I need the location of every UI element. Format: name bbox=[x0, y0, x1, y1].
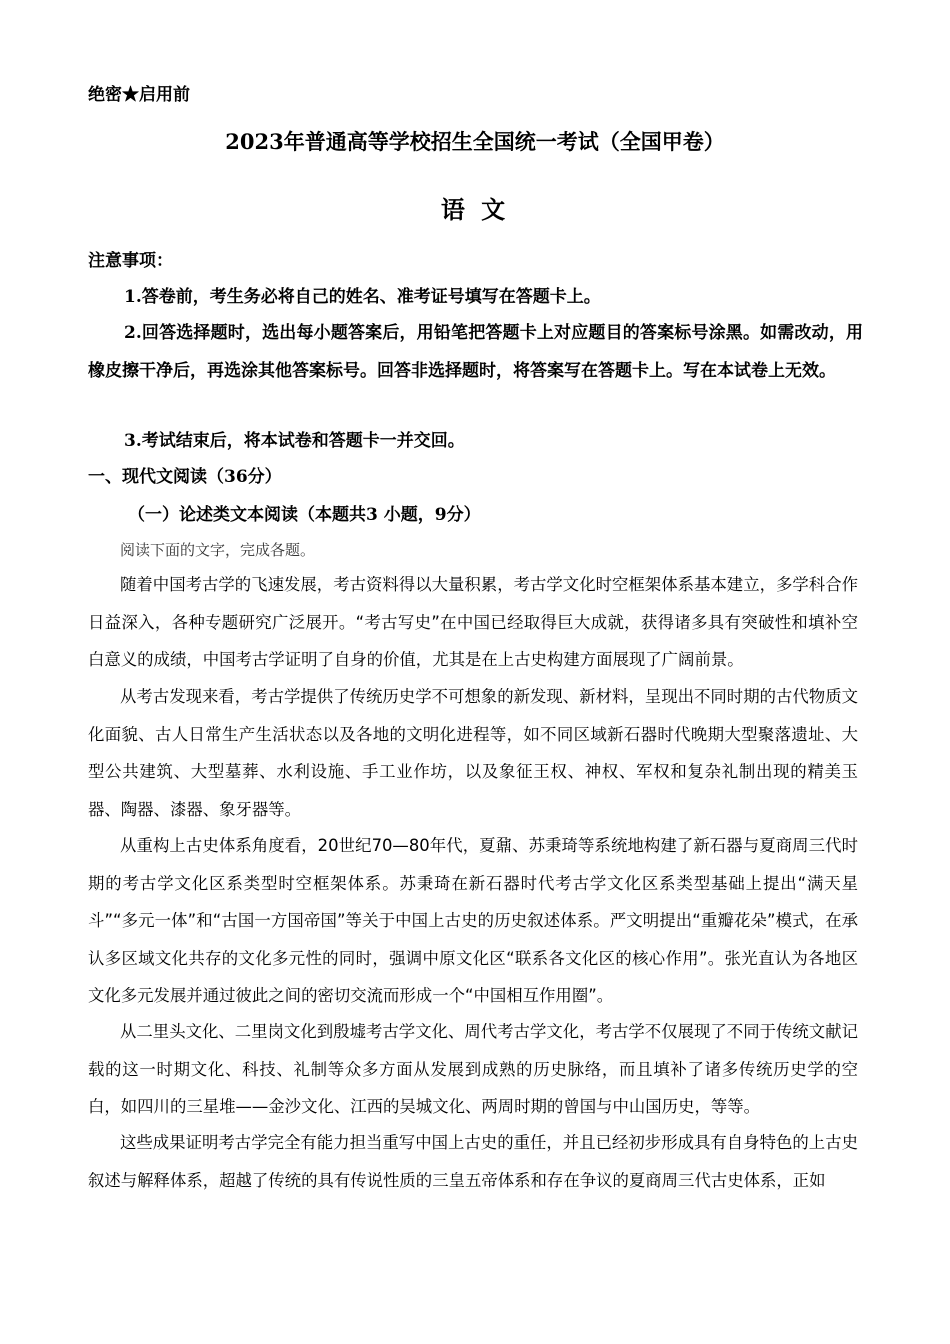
passage-paragraph-3: 从重构上古史体系角度看，20世纪70—80年代，夏鼐、苏秉琦等系统地构建了新石器与夏商周三代时期的考古学文化区系类型时空框架体系。苏秉琦在新石器时代考古学文化区系类型基础上提出“满天星斗”“多元一体”和“古国一方国帝国”等关于中国上古史的历史叙述体系。严文明提出“重瓣花朵”模式，在承认多区域文化共存的文化多元性的同时，强调中原文化区“联系各文化区的核心作用”。张光直认为各地区文化多元发展并通过彼此之间的密切交流而形成一个“中国相互作用圈”。 bbox=[88, 836, 858, 1005]
passage-paragraph-5: 这些成果证明考古学完全有能力担当重写中国上古史的重任，并且已经初步形成具有自身特色的上古史叙述与解释体系，超越了传统的具有传说性质的三皇五帝体系和存在争议的夏商周三代古史体系，正如 bbox=[88, 1133, 858, 1190]
subject-title: 语 文 bbox=[440, 195, 510, 224]
notice-item-2: 2.回答选择题时，选出每小题答案后，用铅笔把答题卡上对应题目的答案标号涂黑。如需改动，用橡皮擦干净后，再选涂其他答案标号。回答非选择题时，将答案写在答题卡上。写在本试卷上无效。 bbox=[88, 323, 863, 381]
subsection-heading: （一）论述类文本阅读（本题共3 小题，9分） bbox=[128, 505, 481, 525]
notice-heading: 注意事项： bbox=[88, 251, 173, 271]
reading-instruction: 阅读下面的文字，完成各题。 bbox=[120, 541, 316, 559]
section-heading: 一、现代文阅读（36分） bbox=[88, 467, 282, 487]
notice-item-3: 3.考试结束后，将本试卷和答题卡一并交回。 bbox=[124, 431, 465, 451]
passage-paragraph-1: 随着中国考古学的飞速发展，考古资料得以大量积累，考古学文化时空框架体系基本建立，多学科合作日益深入，各种专题研究广泛展开。“考古写史”在中国已经取得巨大成就，获得诸多具有突破性和填补空白意义的成绩，中国考古学证明了自身的价值，尤其是在上古史构建方面展现了广阔前景。 bbox=[88, 575, 858, 669]
exam-title: 2023年普通高等学校招生全国统一考试（全国甲卷） bbox=[225, 129, 725, 154]
passage-paragraph-2: 从考古发现来看，考古学提供了传统历史学不可想象的新发现、新材料，呈现出不同时期的古代物质文化面貌、古人日常生产生活状态以及各地的文明化进程等，如不同区域新石器时代晚期大型聚落遗址、大型公共建筑、大型墓葬、水利设施、手工业作坊，以及象征王权、神权、军权和复杂礼制出现的精美玉器、陶器、漆器、象牙器等。 bbox=[88, 687, 858, 819]
confidential-label: 绝密★启用前 bbox=[88, 85, 190, 105]
notice-item-1: 1.答卷前，考生务必将自己的姓名、准考证号填写在答题卡上。 bbox=[124, 287, 601, 307]
passage-paragraph-4: 从二里头文化、二里岗文化到殷墟考古学文化、周代考古学文化，考古学不仅展现了不同于传统文献记载的这一时期文化、科技、礼制等众多方面从发展到成熟的历史脉络，而且填补了诸多传统历史学的空白，如四川的三星堆——金沙文化、江西的吴城文化、两周时期的曾国与中山国历史，等等。 bbox=[88, 1022, 858, 1116]
